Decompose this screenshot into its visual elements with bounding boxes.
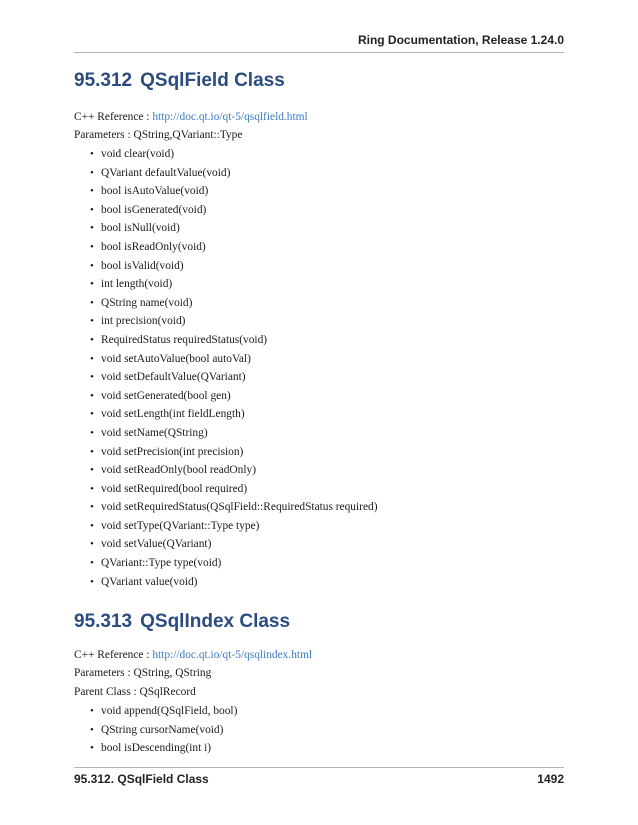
bullet-icon: • bbox=[90, 296, 94, 309]
method-signature: void setValue(QVariant) bbox=[101, 538, 212, 551]
bullet-icon: • bbox=[90, 203, 94, 216]
bullet-icon: • bbox=[90, 166, 94, 179]
bullet-icon: • bbox=[90, 278, 94, 291]
bullet-icon: • bbox=[90, 371, 94, 384]
method-item bbox=[74, 314, 378, 333]
method-signature: void setDefaultValue(QVariant) bbox=[101, 371, 246, 384]
bullet-icon: • bbox=[90, 705, 94, 717]
reference-label: C++ Reference : bbox=[74, 111, 153, 123]
bullet-icon: • bbox=[90, 464, 94, 477]
parameters-line: Parameters : QString,QVariant::Type bbox=[74, 129, 243, 141]
method-item bbox=[74, 575, 378, 594]
method-signature: int length(void) bbox=[101, 278, 173, 291]
bullet-icon: • bbox=[90, 222, 94, 235]
method-item bbox=[74, 407, 378, 426]
method-signature: bool isValid(void) bbox=[101, 259, 184, 272]
method-item bbox=[74, 166, 378, 185]
reference-link[interactable]: http://doc.qt.io/qt-5/qsqlindex.html bbox=[152, 649, 313, 661]
method-signature: QVariant defaultValue(void) bbox=[101, 166, 231, 179]
bullet-icon: • bbox=[90, 185, 94, 198]
method-item bbox=[74, 741, 237, 760]
method-item bbox=[74, 240, 378, 259]
bullet-icon: • bbox=[90, 538, 94, 551]
method-item bbox=[74, 296, 378, 315]
bullet-icon: • bbox=[90, 723, 94, 736]
method-signature: QString cursorName(void) bbox=[101, 723, 224, 736]
method-item bbox=[74, 463, 378, 482]
method-list-qsqlfield bbox=[74, 147, 378, 593]
method-signature: void append(QSqlField, bool) bbox=[101, 705, 238, 717]
footer-section-label: 95.312. QSqlField Class bbox=[74, 772, 209, 786]
bullet-icon: • bbox=[90, 742, 94, 755]
method-item bbox=[74, 147, 378, 166]
method-signature: QVariant::Type type(void) bbox=[101, 557, 222, 570]
method-item bbox=[74, 389, 378, 408]
bullet-icon: • bbox=[90, 259, 94, 272]
bullet-icon: • bbox=[90, 445, 94, 458]
method-item bbox=[74, 723, 237, 742]
method-signature: void setType(QVariant::Type type) bbox=[101, 519, 260, 532]
bullet-icon: • bbox=[90, 240, 94, 253]
method-signature: bool isNull(void) bbox=[101, 222, 180, 235]
method-item bbox=[74, 184, 378, 203]
bullet-icon: • bbox=[90, 389, 94, 402]
cpp-reference-line bbox=[74, 110, 308, 124]
bullet-icon: • bbox=[90, 501, 94, 514]
method-item bbox=[74, 259, 378, 278]
section-title-text: QSqlField Class bbox=[140, 70, 285, 91]
reference-link[interactable]: http://doc.qt.io/qt-5/qsqlfield.html bbox=[152, 111, 308, 123]
bullet-icon: • bbox=[90, 408, 94, 421]
bullet-icon: • bbox=[90, 352, 94, 365]
method-item bbox=[74, 482, 378, 501]
method-signature: QString name(void) bbox=[101, 296, 193, 309]
parameters-line: Parameters : QString, QString bbox=[74, 667, 212, 679]
method-signature: bool isReadOnly(void) bbox=[101, 240, 206, 253]
method-list-qsqlindex bbox=[74, 704, 237, 760]
method-item bbox=[74, 203, 378, 222]
footer-divider bbox=[74, 767, 564, 768]
method-item bbox=[74, 426, 378, 445]
bullet-icon: • bbox=[90, 482, 94, 495]
bullet-icon: • bbox=[90, 575, 94, 588]
method-item bbox=[74, 352, 378, 371]
method-signature: bool isDescending(int i) bbox=[101, 742, 212, 755]
bullet-icon: • bbox=[90, 315, 94, 328]
page-header-title: Ring Documentation, Release 1.24.0 bbox=[357, 33, 564, 47]
method-signature: void clear(void) bbox=[101, 148, 175, 160]
method-signature: void setLength(int fieldLength) bbox=[101, 408, 245, 421]
method-signature: void setAutoValue(bool autoVal) bbox=[101, 352, 251, 365]
method-item bbox=[74, 333, 378, 352]
reference-label: C++ Reference : bbox=[74, 649, 153, 661]
method-item bbox=[74, 500, 378, 519]
method-signature: QVariant value(void) bbox=[101, 575, 198, 588]
section-number: 95.313 bbox=[74, 611, 133, 632]
footer-page-number: 1492 bbox=[537, 772, 564, 786]
method-signature: RequiredStatus requiredStatus(void) bbox=[101, 333, 268, 346]
method-signature: bool isAutoValue(void) bbox=[101, 185, 209, 198]
method-signature: void setGenerated(bool gen) bbox=[101, 389, 231, 402]
method-signature: void setPrecision(int precision) bbox=[101, 445, 244, 458]
method-item bbox=[74, 556, 378, 575]
method-signature: int precision(void) bbox=[101, 315, 186, 328]
bullet-icon: • bbox=[90, 148, 94, 160]
bullet-icon: • bbox=[90, 333, 94, 346]
bullet-icon: • bbox=[90, 519, 94, 532]
cpp-reference-line bbox=[74, 648, 312, 662]
header-divider bbox=[74, 52, 564, 53]
method-signature: void setRequired(bool required) bbox=[101, 482, 248, 495]
bullet-icon: • bbox=[90, 557, 94, 570]
method-item bbox=[74, 704, 237, 723]
section-title-qsqlfield bbox=[74, 70, 285, 92]
method-signature: bool isGenerated(void) bbox=[101, 203, 207, 216]
method-signature: void setReadOnly(bool readOnly) bbox=[101, 464, 257, 477]
method-item bbox=[74, 537, 378, 556]
bullet-icon: • bbox=[90, 426, 94, 439]
method-item bbox=[74, 277, 378, 296]
section-number: 95.312 bbox=[74, 70, 133, 91]
method-item bbox=[74, 445, 378, 464]
method-signature: void setRequiredStatus(QSqlField::RequiredStatus required) bbox=[101, 501, 378, 514]
method-item bbox=[74, 370, 378, 389]
method-item bbox=[74, 519, 378, 538]
method-item bbox=[74, 221, 378, 240]
parent-class-line: Parent Class : QSqlRecord bbox=[74, 686, 196, 698]
section-title-qsqlindex bbox=[74, 611, 290, 633]
section-title-text: QSqlIndex Class bbox=[140, 611, 291, 632]
method-signature: void setName(QString) bbox=[101, 426, 208, 439]
